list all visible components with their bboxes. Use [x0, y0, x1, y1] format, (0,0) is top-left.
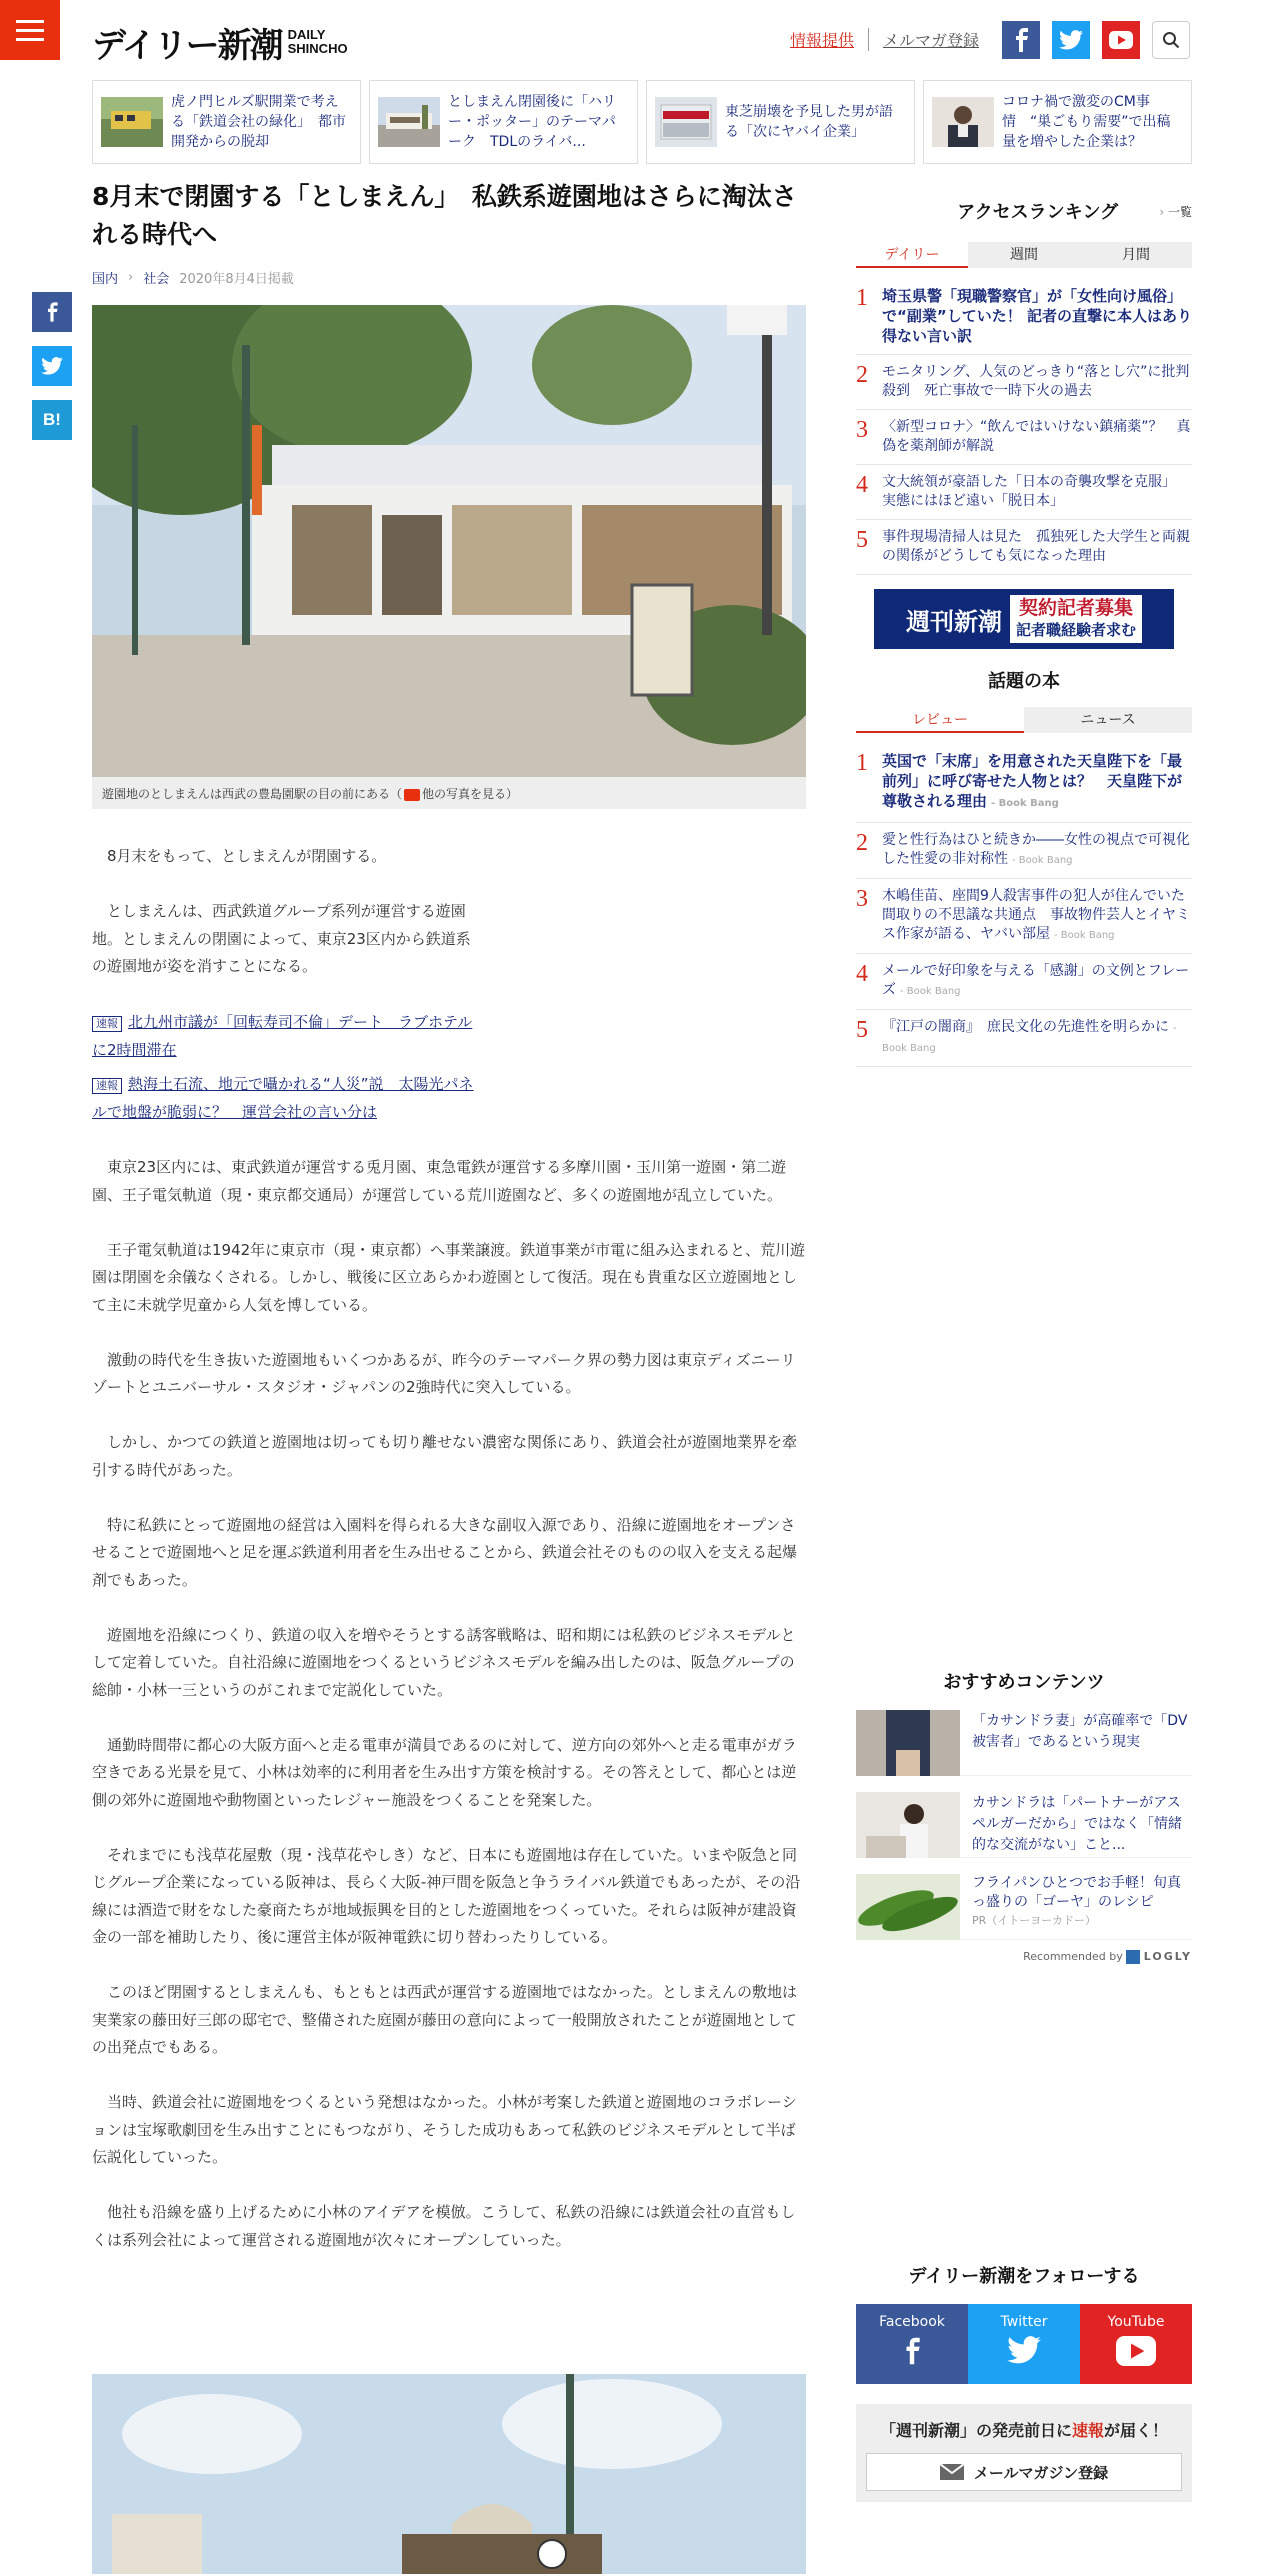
- rank-source: - Book Bang: [1054, 930, 1115, 941]
- related-card[interactable]: [369, 80, 638, 164]
- paragraph: それまでにも浅草花屋敷（現・浅草花やしき）など、日本にも遊園地は存在していた。いまや阪急と同じグループ企業になっている阪神は、長らく大阪-神戸間を阪急と争うライバル鉄道でもあったが、その沿線には酒造で財をなした豪商たちが地域振興を目的とした遊園地をつくっていた。それらは阪神が建設資金の一部を補助したり、後に運営主体が阪神電鉄に切り替わったりしている。: [92, 1845, 801, 1946]
- tab-daily[interactable]: デイリー: [856, 242, 968, 268]
- book-item[interactable]: [856, 879, 1192, 954]
- recommended-by: [856, 1950, 1192, 1964]
- paragraph: 当時、鉄道会社に遊園地をつくるという発想はなかった。小林が考案した鉄道と遊園地のコラボレーションは宝塚歌劇団を生み出すことにもつながり、そうした成功もあって私鉄のビジネスモデルとして半ば伝説化していった。: [92, 2093, 797, 2166]
- rank-title: 英国で「末席」を用意された天皇陛下を「最前列」に呼び寄せた人物とは？ 天皇陛下が尊敬される理由: [882, 752, 1183, 810]
- paragraph: しかし、かつての鉄道と遊園地は切っても切り離せない濃密な関係にあり、鉄道会社が遊園地業界を牽引する時代があった。: [92, 1433, 798, 1479]
- tab-weekly[interactable]: 週間: [968, 242, 1080, 268]
- card-title: 虎ノ門ヒルズ駅開業で考える「鉄道会社の緑化」 都市開発からの脱却: [171, 94, 346, 150]
- ranking-all-label: 一覧: [1167, 204, 1192, 219]
- rank-source: - Book Bang: [991, 798, 1059, 809]
- ranking-title: アクセスランキング: [957, 202, 1119, 223]
- rank-number: 5: [856, 1017, 868, 1043]
- flash-news-link[interactable]: 熱海土石流、地元で囁かれる“人災”説 太陽光パネルで地盤が脆弱に？ 運営会社の言い分は: [92, 1075, 474, 1121]
- ranking-item[interactable]: [856, 520, 1192, 575]
- ad-banner[interactable]: [874, 589, 1174, 649]
- rank-title: 埼玉県警「現職警察官」が「女性向け風俗」で“副業”していた！ 記者の直撃に本人はあり得ない言い訳: [882, 287, 1192, 345]
- logo-en-2: SHINCHO: [287, 41, 348, 56]
- rank-title: 木嶋佳苗、座間9人殺害事件の犯人が住んでいた間取りの不思議な共通点 事故物件芸人とイヤミス作家が語る、ヤバい部屋: [882, 888, 1190, 942]
- card-thumbnail: [932, 97, 994, 147]
- publish-date: 2020年8月4日掲載: [179, 272, 294, 287]
- related-card[interactable]: [923, 80, 1192, 164]
- paragraph: 特に私鉄にとって遊園地の経営は入園料を得られる大きな副収入源であり、沿線に遊園地をオープンさせることで遊園地へと足を運ぶ鉄道利用者を生み出せることから、鉄道会社そのものの収入を支える起爆剤でもあった。: [92, 1515, 798, 1589]
- reco-item[interactable]: [856, 1874, 1192, 1940]
- paragraph: 東京23区内には、東武鉄道が運営する兎月園、東急電鉄が運営する多摩川園・玉川第一遊園・第二遊園、王子電気軌道（現・東京都交通局）が運営している荒川遊園など、多くの遊園地が乱立していた。: [92, 1158, 787, 1204]
- tab-review[interactable]: レビュー: [856, 707, 1024, 733]
- card-title: コロナ禍で激変のCM事情 “巣ごもり需要”で出稿量を増やした企業は？: [1002, 94, 1171, 150]
- sidebar: [856, 178, 1192, 1067]
- rank-number: 1: [856, 750, 868, 776]
- paragraph: 王子電気軌道は1942年に東京市（現・東京都）へ事業譲渡。鉄道事業が市電に組み込まれると、荒川遊園は閉園を余儀なくされる。しかし、戦後に区立あらかわ遊園として復活。現在も貴重な区立遊園地として主に未就学児童から人気を博している。: [92, 1240, 806, 1314]
- share-bar: [32, 292, 72, 440]
- ranking-item[interactable]: [856, 465, 1192, 520]
- site-logo[interactable]: [92, 20, 348, 64]
- subcategory-link[interactable]: 社会: [143, 272, 170, 287]
- paragraph: このほど閉園するとしまえんも、もともとは西武が運営する遊園地ではなかった。としまえんの敷地は実業家の藤田好三郎の邸宅で、整備された庭園が藤田の意向によって一般開放されたことが遊園地としての出発点でもある。: [92, 1983, 798, 2056]
- ad-right-2: 記者職経験者求む: [1015, 621, 1136, 639]
- newsletter-box: [856, 2404, 1192, 2502]
- logo-en: [288, 28, 348, 56]
- chevron-right-icon: ›: [1159, 204, 1165, 219]
- reco-brand: LOGLY: [1143, 1950, 1192, 1963]
- chevron-right-icon: ›: [128, 270, 134, 285]
- article-body: [92, 843, 806, 2254]
- facebook-icon: [901, 2336, 923, 2366]
- reco-thumbnail: [856, 1792, 960, 1858]
- paragraph: 通勤時間帯に都心の大阪方面へと走る電車が満員であるのに対して、逆方向の郊外へと走る電車がガラ空きである光景を見て、小林は効率的に利用者を生み出す方策を検討する。その答えとして、都心とは逆側の郊外に遊園地や動物園といったレジャー施設をつくることを発案した。: [92, 1735, 797, 1809]
- rank-title: モニタリング、人気のどっきり“落とし穴”に批判殺到 死亡事故で一時下火の過去: [882, 364, 1190, 399]
- mail-post: が届く！: [1104, 2421, 1169, 2440]
- reco-text: フライパンひとつでお手軽！旬真っ盛りの「ゴーヤ」のレシピ: [972, 1875, 1182, 1910]
- follow-youtube-button[interactable]: [1080, 2304, 1192, 2384]
- reco-text: 「カサンドラ妻」が高確率で「DV被害者」であるという現実: [972, 1713, 1188, 1750]
- related-card[interactable]: [92, 80, 361, 164]
- info-link[interactable]: 情報提供: [790, 28, 869, 51]
- flash-news-item: [92, 1008, 482, 1064]
- paragraph: としまえんは、西武鉄道グループ系列が運営する遊園地。としまえんの閉園によって、東京23区内から鉄道系の遊園地が姿を消すことになる。: [92, 902, 471, 975]
- recommended-section: [856, 1668, 1192, 1964]
- flash-tag: 速報: [92, 1078, 122, 1094]
- paragraph: 激動の時代を生き抜いた遊園地もいくつかあるが、昨今のテーマパーク界の勢力図は東京ディズニーリゾートとユニバーサル・スタジオ・ジャパンの2強時代に突入している。: [92, 1350, 796, 1396]
- tab-news[interactable]: ニュース: [1024, 707, 1192, 733]
- newsletter-link[interactable]: メルマガ登録: [883, 31, 980, 50]
- main-photo[interactable]: [92, 305, 806, 777]
- twitter-icon: [1007, 2336, 1041, 2364]
- twitter-icon[interactable]: [1052, 21, 1090, 59]
- card-thumbnail: [655, 97, 717, 147]
- book-item[interactable]: [856, 1010, 1192, 1067]
- ranking-item[interactable]: [856, 278, 1192, 355]
- logo-en-1: DAILY: [287, 27, 326, 42]
- book-item[interactable]: [856, 823, 1192, 879]
- newsletter-heading: [866, 2418, 1182, 2441]
- rank-text: [882, 751, 1192, 814]
- rank-number: 4: [856, 472, 868, 498]
- related-card[interactable]: [646, 80, 915, 164]
- camera-icon: [404, 789, 420, 801]
- article-title: 8月末で閉園する「としまえん」 私鉄系遊園地はさらに淘汰される時代へ: [92, 182, 797, 249]
- rank-title: 愛と性行為はひと続きか――女性の視点で可視化した性愛の非対称性: [882, 832, 1190, 867]
- rank-title: メールで好印象を与える「感謝」の文例とフレーズ: [882, 963, 1190, 998]
- paragraph: 遊園地を沿線につくり、鉄道の収入を増やそうとする誘客戦略は、昭和期には私鉄のビジネスモデルとして定着していた。自社沿線に遊園地をつくるというビジネスモデルを編み出したのは、阪急グループの総帥・小林一三というのがこれまで定説化していた。: [92, 1625, 796, 1699]
- books-list: [856, 743, 1192, 1067]
- tab-monthly[interactable]: 月間: [1080, 242, 1192, 268]
- follow-label: Twitter: [1000, 2314, 1048, 2330]
- card-title: としまえん閉園後に「ハリー・ポッター」のテーマパーク TDLのライバ...: [448, 94, 616, 150]
- ranking-item[interactable]: [856, 355, 1192, 410]
- follow-title: デイリー新潮をフォローする: [908, 2266, 1140, 2287]
- rank-number: 5: [856, 527, 868, 553]
- flash-tag: 速報: [92, 1016, 122, 1032]
- rank-title: 〈新型コロナ〉“飲んではいけない鎮痛薬”？ 真偽を薬剤師が解説: [882, 419, 1191, 454]
- rank-title: 事件現場清掃人は見た 孤独死した大学生と両親の関係がどうしても気になった理由: [882, 529, 1190, 564]
- rank-text: [882, 887, 1192, 945]
- rank-text: [882, 473, 1192, 511]
- youtube-icon[interactable]: [1102, 21, 1140, 59]
- mail-red: 速報: [1071, 2421, 1104, 2440]
- reco-by-label: Recommended by: [1023, 1950, 1123, 1963]
- newsletter-signup-label: メールマガジン登録: [973, 2463, 1109, 2482]
- rank-number: 2: [856, 830, 868, 856]
- follow-facebook-button[interactable]: [856, 2304, 968, 2384]
- books-tabs: [856, 707, 1192, 733]
- logly-icon: [1126, 1950, 1140, 1964]
- search-icon[interactable]: [1152, 21, 1190, 59]
- facebook-icon[interactable]: [1002, 21, 1040, 59]
- paragraph: 他社も沿線を盛り上げるために小林のアイデアを模倣。こうして、私鉄の沿線には鉄道会社の直営もしくは系列会社によって運営される遊園地が次々にオープンしていった。: [92, 2203, 796, 2249]
- category-link[interactable]: 国内: [92, 272, 119, 287]
- logo-text: デイリー新潮: [92, 25, 282, 66]
- ranking-all-link[interactable]: [1159, 203, 1192, 220]
- follow-label: YouTube: [1107, 2314, 1165, 2330]
- ranking-list: [856, 278, 1192, 575]
- rank-title: 『江戸の闇商』 庶民文化の先進性を明らかに: [882, 1019, 1169, 1035]
- rank-source: - Book Bang: [900, 986, 961, 997]
- follow-label: Facebook: [879, 2314, 945, 2330]
- reco-title: おすすめコンテンツ: [943, 1672, 1105, 1693]
- ad-right-1: 契約記者募集: [1018, 597, 1133, 619]
- ranking-item[interactable]: [856, 410, 1192, 465]
- rank-title: 文大統領が豪語した「日本の奇襲攻撃を克服」 実態にはほど遠い「脱日本」: [882, 474, 1183, 509]
- rank-text: [882, 363, 1192, 401]
- rank-number: 4: [856, 961, 868, 987]
- ad-right: [1010, 595, 1142, 643]
- flash-news-item: [92, 1070, 482, 1126]
- share-twitter-icon[interactable]: [32, 346, 72, 386]
- reco-pr: PR（イトーヨーカドー）: [972, 1914, 1097, 1927]
- share-hatena-icon[interactable]: B!: [32, 400, 72, 440]
- caption-end: ）: [506, 787, 519, 801]
- rank-text: [882, 418, 1192, 456]
- reco-text: カサンドラは「パートナーがアスペルガーだから」ではなく「情緒的な交流がない」こと...: [972, 1795, 1182, 1853]
- related-cards: [92, 80, 1192, 164]
- ranking-tabs: [856, 242, 1192, 268]
- newsletter-signup-button[interactable]: [866, 2453, 1182, 2491]
- rank-text: [882, 962, 1192, 1001]
- reco-item[interactable]: [856, 1710, 1192, 1776]
- books-title: 話題の本: [988, 671, 1060, 692]
- rank-source: - Book Bang: [1012, 855, 1073, 866]
- article-meta: [92, 268, 806, 287]
- paragraph: 8月末をもって、としまえんが閉園する。: [107, 847, 387, 865]
- caption-text: 遊園地のとしまえんは西武の豊島園駅の目の前にある（: [102, 787, 403, 801]
- second-photo[interactable]: [92, 2374, 806, 2574]
- share-facebook-icon[interactable]: [32, 292, 72, 332]
- card-thumbnail: [101, 97, 163, 147]
- reco-item[interactable]: [856, 1792, 1192, 1858]
- rank-number: 1: [856, 285, 868, 311]
- follow-section: [856, 2262, 1192, 2384]
- ad-left: 週刊新潮: [905, 606, 1002, 636]
- more-photos-link[interactable]: 他の写真を見る: [422, 787, 507, 801]
- rank-text: [882, 286, 1192, 346]
- article: [92, 178, 806, 2282]
- rank-number: 3: [856, 417, 868, 443]
- rank-text: [882, 1018, 1192, 1058]
- rank-text: [882, 831, 1192, 870]
- card-thumbnail: [378, 97, 440, 147]
- photo-caption: [92, 777, 806, 809]
- follow-twitter-button[interactable]: [968, 2304, 1080, 2384]
- rank-number: 3: [856, 886, 868, 912]
- book-item[interactable]: [856, 743, 1192, 823]
- hamburger-menu-button[interactable]: [0, 0, 60, 60]
- rank-number: 2: [856, 362, 868, 388]
- mail-icon: [940, 2464, 964, 2480]
- youtube-icon: [1116, 2336, 1156, 2366]
- mail-pre: 「週刊新潮」の発売前日に: [879, 2421, 1072, 2440]
- book-item[interactable]: [856, 954, 1192, 1010]
- reco-thumbnail: [856, 1874, 960, 1940]
- rank-text: [882, 528, 1192, 566]
- flash-news-link[interactable]: 北九州市議が「回転寿司不倫」デート ラブホテルに2時間滞在: [92, 1013, 473, 1059]
- card-title: 東芝崩壊を予見した男が語る「次にヤバイ企業」: [725, 104, 893, 140]
- rank-source: - Book Bang: [882, 1023, 1177, 1054]
- reco-thumbnail: [856, 1710, 960, 1776]
